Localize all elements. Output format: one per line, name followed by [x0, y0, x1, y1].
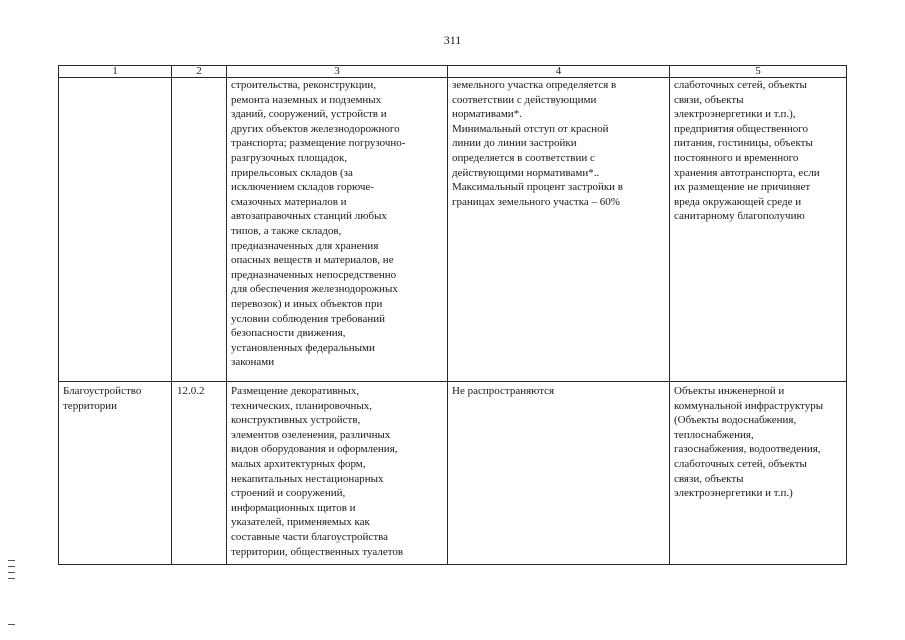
conditional-uses-cell: Объекты инженерной и коммунальной инфраструктуры (Объекты водоснабжения, теплоснабжения, газоснабжения, водоотведения, слаботочных сетей, объекты связи, объекты электроэнергетики и т.п.) — [670, 382, 847, 565]
use-name-cell: Благоустройство территории — [59, 382, 172, 565]
table-row — [59, 78, 847, 382]
use-description-cell: строительства, реконструкции, ремонта наземных и подземных зданий, сооружений, устройств и других объектов железнодорожного транспорта; размещение погрузочно- разгрузочных площадок, прирельсовых складов (за исключением складов горюче- смазочных материалов и автозаправочных станций любых типов, а также складов, предназначенных для хранения опасных веществ и материалов, не предназначенных непосредственно для обеспечения железнодорожных перевозок) и иных объектов при условии соблюдения требований безопасности движения, установленных федеральными законами — [227, 78, 448, 382]
column-header-5: 5 — [670, 66, 847, 78]
use-name-cell — [59, 78, 172, 382]
building-parameters-cell: земельного участка определяется в соответствии с действующими нормативами*. Минимальный отступ от красной линии до линии застройки определяется в соответствии с действующими нормативами*.. Максимальный процент застройки в границах земельного участка – 60% — [448, 78, 670, 382]
margin-mark — [8, 572, 15, 573]
margin-mark — [8, 566, 15, 567]
table-header-row — [59, 66, 847, 78]
page-number: 311 — [443, 33, 462, 47]
conditional-uses-cell: слаботочных сетей, объекты связи, объекты электроэнергетики и т.п.), предприятия общественного питания, гостиницы, объекты постоянного и временного хранения автотранспорта, если их размещение не причиняет вреда окружающей среде и санитарному благополучию — [670, 78, 847, 382]
margin-mark — [8, 624, 15, 625]
column-header-1: 1 — [59, 66, 172, 78]
column-header-2: 2 — [172, 66, 227, 78]
use-code-cell: 12.0.2 — [172, 382, 227, 565]
margin-mark — [8, 560, 15, 561]
table-row — [59, 382, 847, 565]
use-description-cell: Размещение декоративных, технических, планировочных, конструктивных устройств, элементов озеленения, различных видов оборудования и оформления, малых архитектурных форм, некапитальных нестационарных строений и сооружений, информационных щитов и указателей, применяемых как составные части благоустройства территории, общественных туалетов — [227, 382, 448, 565]
column-header-4: 4 — [448, 66, 670, 78]
regulations-table — [58, 65, 847, 565]
margin-mark — [8, 578, 15, 579]
use-code-cell — [172, 78, 227, 382]
building-parameters-cell: Не распространяются — [448, 382, 670, 565]
column-header-3: 3 — [227, 66, 448, 78]
